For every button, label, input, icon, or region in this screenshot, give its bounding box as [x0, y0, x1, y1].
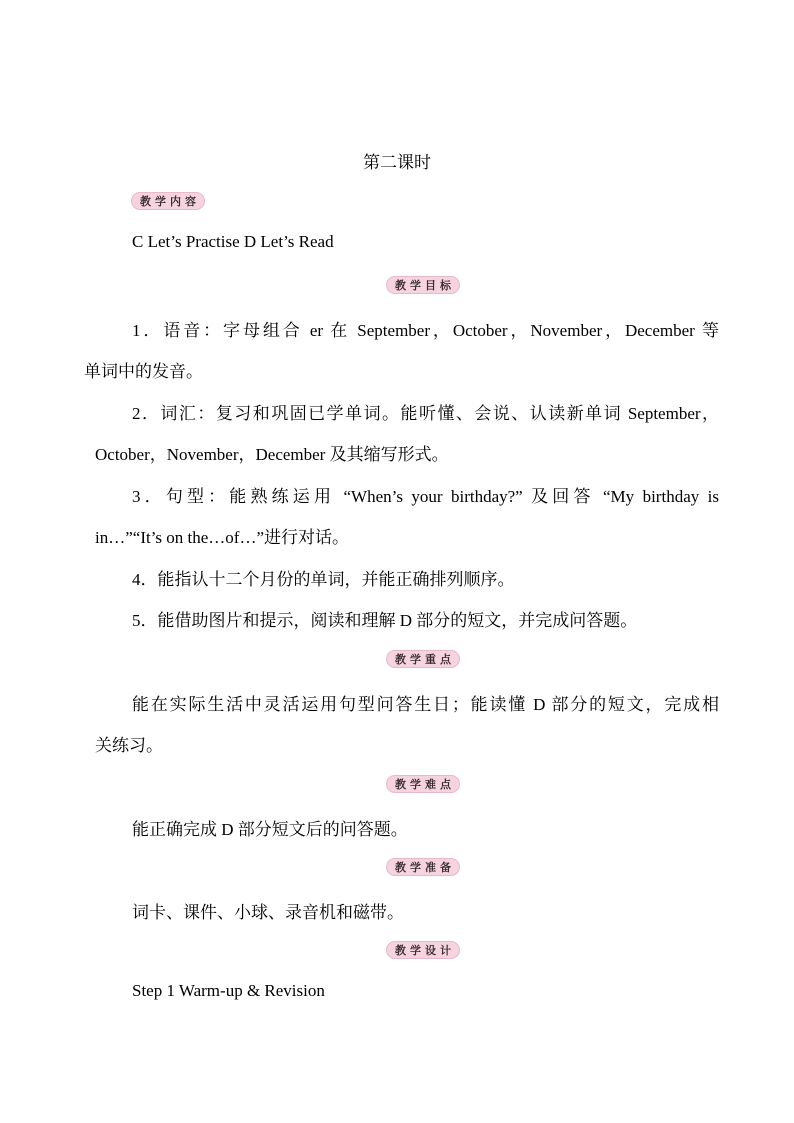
- key-points-line-2: 关练习。: [95, 736, 163, 755]
- key-points-line-1: 能在实际生活中灵活运用句型问答生日；能读懂 D 部分的短文，完成相: [132, 695, 719, 714]
- objective-1-line-2: 单词中的发音。: [84, 362, 203, 381]
- objective-2-line-2: October，November，December 及其缩写形式。: [95, 445, 449, 464]
- objective-4: 4．能指认十二个月份的单词，并能正确排列顺序。: [132, 570, 515, 589]
- objective-5: 5．能借助图片和提示，阅读和理解 D 部分的短文，并完成问答题。: [132, 611, 638, 630]
- difficulties-text: 能正确完成 D 部分短文后的问答题。: [132, 820, 408, 839]
- objective-1-line-1: 1．语音：字母组合 er 在 September，October，November，December 等: [132, 321, 719, 340]
- objective-3-line-1: 3．句型：能熟练运用 “When’s your birthday?” 及回答 “My birthday is: [132, 487, 719, 506]
- content-text: C Let’s Practise D Let’s Read: [132, 232, 334, 251]
- preparation-text: 词卡、课件、小球、录音机和磁带。: [132, 903, 404, 922]
- section-badge-design: 教学设计: [386, 941, 460, 959]
- section-badge-objectives: 教学目标: [386, 276, 460, 294]
- section-badge-content: 教学内容: [131, 192, 205, 210]
- objective-3-line-2: in…”“It’s on the…of…”进行对话。: [95, 528, 350, 547]
- objective-2-line-1: 2．词汇：复习和巩固已学单词。能听懂、会说、认读新单词 September，: [132, 404, 719, 423]
- section-badge-preparation: 教学准备: [386, 858, 460, 876]
- lesson-title: 第二课时: [363, 153, 431, 172]
- step-1-heading: Step 1 Warm-up & Revision: [132, 981, 325, 1000]
- section-badge-key-points: 教学重点: [386, 650, 460, 668]
- section-badge-difficulties: 教学难点: [386, 775, 460, 793]
